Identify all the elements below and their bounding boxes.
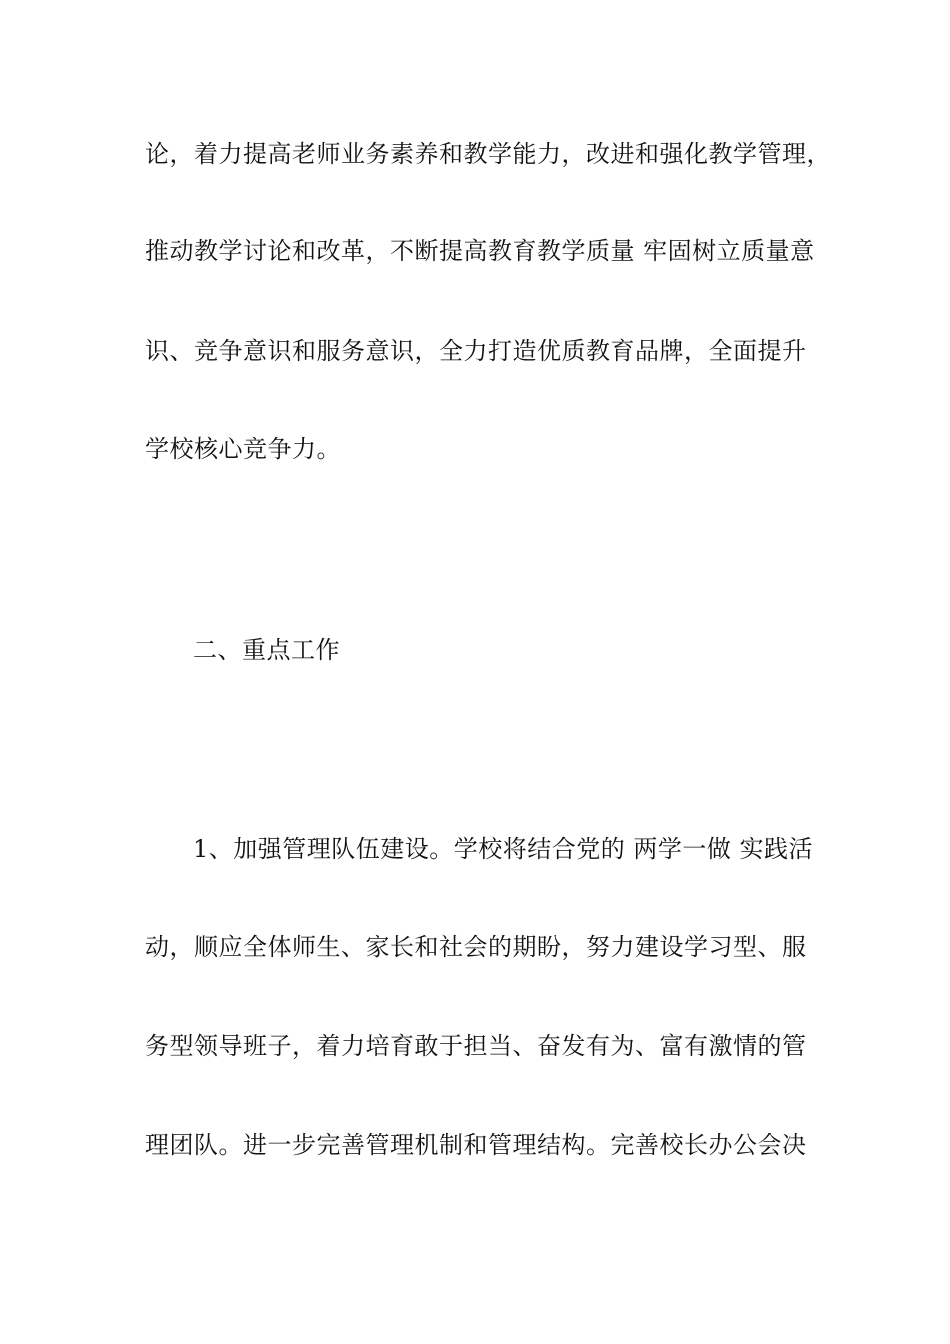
section-heading: 二、重点工作	[193, 636, 340, 664]
paragraph-line: 理团队。进一步完善管理机制和管理结构。完善校长办公会决	[145, 1131, 807, 1159]
paragraph-line: 推动教学讨论和改革，不断提高教育教学质量 牢固树立质量意	[145, 237, 815, 265]
paragraph-line: 动，顺应全体师生、家长和社会的期盼，努力建设学习型、服	[145, 933, 807, 961]
paragraph-line: 识、竞争意识和服务意识，全力打造优质教育品牌，全面提升	[145, 337, 807, 365]
paragraph-line: 务型领导班子，着力培育敢于担当、奋发有为、富有激情的管	[145, 1032, 807, 1060]
paragraph-line: 论，着力提高老师业务素养和教学能力，改进和强化教学管理，	[145, 140, 831, 168]
paragraph-line: 1、加强管理队伍建设。学校将结合党的 两学一做 实践活	[193, 835, 814, 863]
paragraph-line: 学校核心竞争力。	[145, 435, 341, 463]
